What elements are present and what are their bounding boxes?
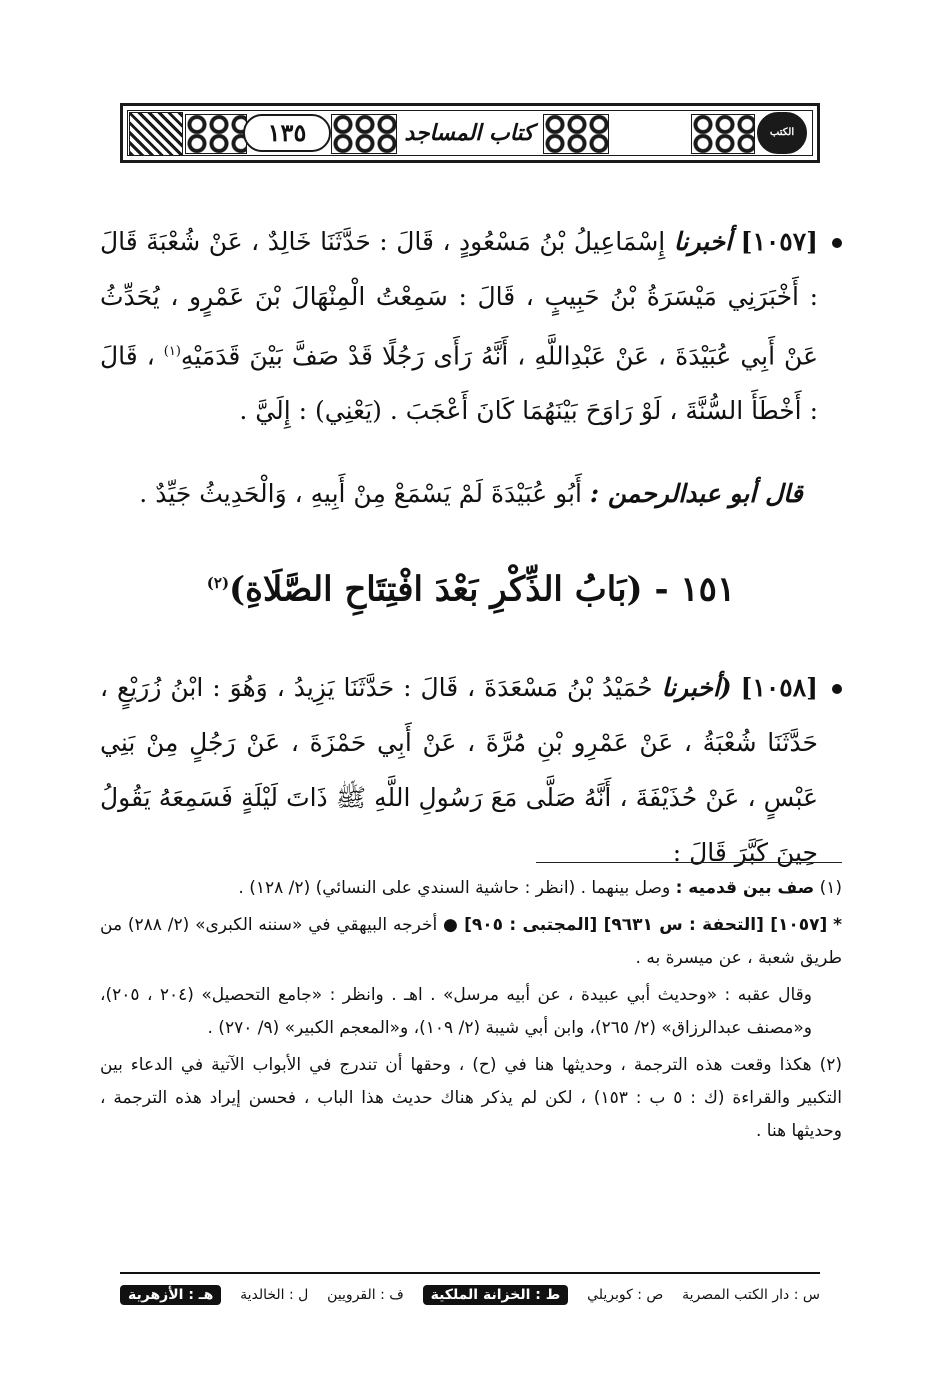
page-header xyxy=(120,103,820,163)
hadith-ref: [١٠٥٨] xyxy=(740,673,818,702)
legend-t: ط : الخزانة الملكية xyxy=(423,1285,569,1305)
header-ornament-right-2 xyxy=(543,114,609,154)
footnote-star xyxy=(100,909,842,975)
footnote-star-text: ● أخرجه البيهقي في «سننه الكبرى» (٢/ ٢٨٨) من طريق شعبة ، عن ميسرة به . xyxy=(100,915,842,968)
footnote-1-number: (١) xyxy=(819,878,842,898)
footnote-2-text: هكذا وقعت هذه الترجمة ، وحديثها هنا في (ح) ، وحقها أن تندرج في الأبواب الآتية في الدعاء بين التكبير والقراءة (ك : ٥ ب : ١٥٣) ، لكن لم يذكر هناك حديث هذا الباب ، فحسن إيراد هذه الترجمة ، وحديثها هنا . xyxy=(100,1055,842,1141)
hadith-ref: [١٠٥٧] xyxy=(740,227,818,256)
legend-s: س : دار الكتب المصرية xyxy=(682,1287,820,1303)
hadith-1058-paragraph xyxy=(100,660,842,880)
hadith-text: حُمَيْدُ بْنُ مَسْعَدَةَ ، قَالَ : حَدَّثَنَا يَزِيدُ ، وَهُوَ : ابْنُ زُرَيْعٍ ، حَدَّثَنَا شُعْبَةُ ، عَنْ عَمْرِو بْنِ مُرَّةَ ، عَنْ أَبِي حَمْزَةَ ، عَنْ رَجُلٍ مِنْ بَنِي عَبْسٍ ، عَنْ حُذَيْفَةَ ، أَنَّهُ صَلَّى مَعَ رَسُولِ اللَّهِ ﷺ ذَاتَ لَيْلَةٍ فَسَمِعَهُ يَقُولُ حِينَ كَبَّرَ قَالَ : xyxy=(100,673,818,867)
akhbarana-word: أخبرنا xyxy=(673,227,733,256)
hadith-text-continued: ، قَالَ : أَخْطَأَ السُّنَّةَ ، لَوْ رَاوَحَ بَيْنَهُمَا كَانَ أَعْجَبَ . (يَعْنِي) : إِلَيَّ . xyxy=(100,341,818,426)
section-title xyxy=(100,555,842,617)
manuscript-legend xyxy=(120,1280,820,1310)
header-ornament-right-1 xyxy=(691,114,755,154)
qala-label: قال أبو عبدالرحمن : xyxy=(589,479,803,508)
footnote-star-continued: وقال عقبه : «وحديث أبي عبيدة ، عن أبيه مرسل» . اهـ . وانظر : «جامع التحصيل» (٢٠٤ ، ٢٠٥)، و«مصنف عبدالرزاق» (٢/ ٢٦٥)، وابن أبي شيبة (٢/ ١٠٩)، و«المعجم الكبير» (٩/ ٢٧٠) . xyxy=(100,985,812,1038)
footnote-divider xyxy=(536,862,842,863)
hadith-text: إِسْمَاعِيلُ بْنُ مَسْعُودٍ ، قَالَ : حَدَّثَنَا خَالِدٌ ، عَنْ شُعْبَةَ قَالَ : أَخْبَرَنِي مَيْسَرَةُ بْنُ حَبِيبٍ ، قَالَ : سَمِعْتُ الْمِنْهَالَ بْنَ عَمْرٍو ، يُحَدِّثُ عَنْ أَبِي عُبَيْدَةَ ، عَنْ عَبْدِاللَّهِ ، أَنَّهُ رَأَى رَجُلًا قَدْ صَفَّ بَيْنَ قَدَمَيْهِ xyxy=(100,227,818,371)
footnote-mark-1: (١) xyxy=(163,344,181,359)
header-ornament-left-1 xyxy=(185,114,247,154)
publisher-logo: الكتب xyxy=(757,112,807,154)
bullet-icon xyxy=(832,238,842,248)
footnote-star-refs: [١٠٥٧] [التحفة : س ٩٦٣١] [المجتبى : ٩٠٥] xyxy=(464,915,828,935)
qala-text: أَبُو عُبَيْدَةَ لَمْ يَسْمَعْ مِنْ أَبِيهِ ، وَالْحَدِيثُ جَيِّدٌ . xyxy=(139,479,582,508)
legend-h: هـ : الأزهرية xyxy=(120,1285,221,1305)
footnote-1-text: وصل بينهما . (انظر : حاشية السندي على النسائي) (٢/ ١٢٨) . xyxy=(238,878,671,898)
legend-s2: ص : كوبريلي xyxy=(587,1287,664,1303)
chapter-title: كتاب المساجد xyxy=(404,120,534,146)
footnotes xyxy=(100,872,842,1152)
akhbarana-word: (أخبرنا xyxy=(661,673,732,702)
footnote-1 xyxy=(100,872,842,905)
hadith-1058 xyxy=(100,660,842,880)
legend-f: ف : القرويين xyxy=(327,1287,404,1303)
footnote-mark-2: (٢) xyxy=(206,574,230,592)
bullet-icon xyxy=(832,684,842,694)
legend-divider xyxy=(120,1272,820,1274)
header-ornament-left-2 xyxy=(331,114,397,154)
legend-l: ل : الخالدية xyxy=(240,1287,309,1303)
hadith-1057-paragraph xyxy=(100,214,842,438)
footnote-2-number: (٢) xyxy=(819,1055,842,1075)
page-number: ١٣٥ xyxy=(243,114,331,152)
hadith-1057 xyxy=(100,214,842,438)
section-title-text: ١٥١ - (بَابُ الذِّكْرِ بَعْدَ افْتِتَاحِ الصَّلَاةِ) xyxy=(229,569,736,610)
footnote-2 xyxy=(100,1049,842,1148)
footnote-1-term: صف بين قدميه : xyxy=(675,878,815,898)
footnote-star-mark: * xyxy=(833,915,843,935)
qala-abu-abdulrahman xyxy=(100,474,842,514)
header-ornament-corner xyxy=(129,112,183,156)
